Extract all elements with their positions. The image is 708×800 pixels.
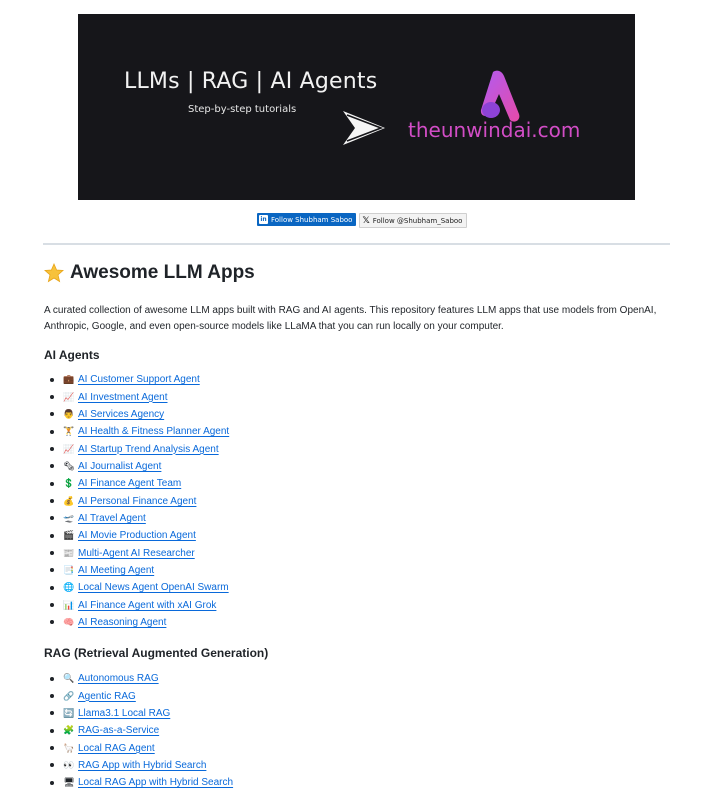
ai-finance-agent-xai-grok-link[interactable]: AI Finance Agent with xAI Grok bbox=[78, 599, 217, 611]
linkedin-badge-label: Follow Shubham Saboo bbox=[271, 215, 353, 224]
bullet bbox=[50, 482, 54, 486]
list-item bbox=[50, 406, 229, 423]
chart-up-icon: 📈 bbox=[63, 391, 75, 402]
list-item bbox=[50, 739, 233, 756]
list-item bbox=[50, 722, 233, 739]
bullet bbox=[50, 499, 54, 503]
header-banner bbox=[78, 14, 635, 200]
banner-subtitle: Step-by-step tutorials bbox=[188, 104, 297, 115]
list-item bbox=[50, 492, 229, 509]
globe-icon: 🌐 bbox=[63, 582, 75, 593]
local-news-agent-openai-swarm-link[interactable]: Local News Agent OpenAI Swarm bbox=[78, 582, 229, 594]
newspaper-icon: 📰 bbox=[63, 547, 75, 558]
list-item bbox=[50, 458, 229, 475]
person-icon: 👨 bbox=[63, 408, 75, 419]
ai-reasoning-agent-link[interactable]: AI Reasoning Agent bbox=[78, 616, 167, 628]
list-item bbox=[50, 562, 229, 579]
linkedin-icon: in bbox=[260, 216, 267, 223]
section-title-rag: RAG (Retrieval Augmented Generation) bbox=[44, 646, 269, 660]
money-bag-icon: 💰 bbox=[63, 495, 75, 506]
list-item bbox=[50, 510, 229, 527]
bullet bbox=[50, 516, 54, 520]
list-item bbox=[50, 596, 229, 613]
bullet bbox=[50, 412, 54, 416]
clapper-board-icon: 🎬 bbox=[63, 530, 75, 541]
x-icon: 𝕏 bbox=[362, 215, 370, 226]
briefcase-icon: 💼 bbox=[63, 374, 75, 385]
page-title-text: Awesome LLM Apps bbox=[70, 262, 255, 283]
page-title bbox=[44, 262, 255, 284]
eyes-icon: 👀 bbox=[63, 759, 75, 770]
banner-title: LLMs | RAG | AI Agents bbox=[124, 69, 378, 94]
weightlifter-icon: 🏋 bbox=[63, 426, 75, 437]
airplane-icon: 🛫 bbox=[63, 512, 75, 523]
link-icon: 🔗 bbox=[63, 690, 75, 701]
bullet bbox=[50, 620, 54, 624]
list-item bbox=[50, 388, 229, 405]
intro-paragraph: A curated collection of awesome LLM apps built with RAG and AI agents. This repository features LLM apps that use models from OpenAI, Anthropic, Google, and even open-source models like LLaMA that you can run locally on your computer. bbox=[44, 305, 657, 332]
local-rag-app-hybrid-search-link[interactable]: Local RAG App with Hybrid Search bbox=[78, 777, 234, 789]
agentic-rag-link[interactable]: Agentic RAG bbox=[78, 690, 136, 702]
bullet bbox=[50, 378, 54, 382]
list-item bbox=[50, 527, 229, 544]
multi-agent-ai-researcher-link[interactable]: Multi-Agent AI Researcher bbox=[78, 547, 195, 559]
bullet bbox=[50, 763, 54, 767]
x-follow-badge[interactable] bbox=[359, 213, 467, 228]
list-item bbox=[50, 579, 229, 596]
ai-health-fitness-planner-agent-link[interactable]: AI Health & Fitness Planner Agent bbox=[78, 426, 230, 438]
list-item bbox=[50, 774, 233, 791]
bullet bbox=[50, 694, 54, 698]
social-badges bbox=[257, 213, 467, 227]
linkedin-follow-badge[interactable] bbox=[257, 213, 356, 226]
bullet bbox=[50, 447, 54, 451]
ai-startup-trend-analysis-agent-link[interactable]: AI Startup Trend Analysis Agent bbox=[78, 443, 219, 455]
bullet bbox=[50, 568, 54, 572]
llama31-local-rag-link[interactable]: Llama3.1 Local RAG bbox=[78, 707, 171, 719]
ai-services-agency-link[interactable]: AI Services Agency bbox=[78, 408, 165, 420]
autonomous-rag-link[interactable]: Autonomous RAG bbox=[78, 673, 159, 685]
bullet bbox=[50, 603, 54, 607]
divider bbox=[43, 243, 670, 245]
bullet bbox=[50, 746, 54, 750]
ai-meeting-agent-link[interactable]: AI Meeting Agent bbox=[78, 564, 155, 576]
newspaper-icon: 🗞 bbox=[63, 460, 75, 471]
glowing-star-icon bbox=[44, 263, 64, 283]
ai-journalist-agent-link[interactable]: AI Journalist Agent bbox=[78, 460, 162, 472]
list-item bbox=[50, 614, 229, 631]
section-title-ai-agents: AI Agents bbox=[44, 348, 100, 362]
list-item bbox=[50, 687, 233, 704]
rag-as-a-service-link[interactable]: RAG-as-a-Service bbox=[78, 725, 160, 737]
list-item bbox=[50, 757, 233, 774]
chart-up-icon: 📈 bbox=[63, 443, 75, 454]
document-icon: 📑 bbox=[63, 564, 75, 575]
arrow-icon bbox=[341, 109, 387, 147]
brain-icon: 🧠 bbox=[63, 616, 75, 627]
bullet bbox=[50, 395, 54, 399]
bullet bbox=[50, 781, 54, 785]
list-item bbox=[50, 670, 233, 687]
bullet bbox=[50, 551, 54, 555]
bar-chart-icon: 📊 bbox=[63, 599, 75, 610]
ai-travel-agent-link[interactable]: AI Travel Agent bbox=[78, 512, 146, 524]
list-item bbox=[50, 475, 229, 492]
magnifier-icon: 🔍 bbox=[63, 673, 75, 684]
x-badge-label: Follow @Shubham_Saboo bbox=[372, 216, 463, 225]
ai-personal-finance-agent-link[interactable]: AI Personal Finance Agent bbox=[78, 495, 197, 507]
bullet bbox=[50, 586, 54, 590]
rag-list bbox=[50, 670, 233, 791]
list-item bbox=[50, 423, 229, 440]
desktop-computer-icon: 🖥 bbox=[63, 777, 75, 788]
bullet bbox=[50, 430, 54, 434]
list-item bbox=[50, 371, 229, 388]
ai-movie-production-agent-link[interactable]: AI Movie Production Agent bbox=[78, 530, 196, 542]
puzzle-icon: 🧩 bbox=[63, 725, 75, 736]
ai-investment-agent-link[interactable]: AI Investment Agent bbox=[78, 391, 168, 403]
bullet bbox=[50, 729, 54, 733]
list-item bbox=[50, 440, 229, 457]
banner-site-link: theunwindai.com bbox=[408, 118, 581, 142]
list-item bbox=[50, 544, 229, 561]
local-rag-agent-link[interactable]: Local RAG Agent bbox=[78, 742, 155, 754]
ai-customer-support-agent-link[interactable]: AI Customer Support Agent bbox=[78, 374, 200, 386]
dollar-icon: 💲 bbox=[63, 478, 75, 489]
unwind-logo-icon bbox=[477, 70, 521, 124]
bullet bbox=[50, 711, 54, 715]
list-item bbox=[50, 705, 233, 722]
llama-icon: 🦙 bbox=[63, 742, 75, 753]
refresh-icon: 🔄 bbox=[63, 707, 75, 718]
bullet bbox=[50, 534, 54, 538]
rag-app-hybrid-search-link[interactable]: RAG App with Hybrid Search bbox=[78, 759, 207, 771]
bullet bbox=[50, 464, 54, 468]
ai-agents-list bbox=[50, 371, 229, 631]
ai-finance-agent-team-link[interactable]: AI Finance Agent Team bbox=[78, 478, 182, 490]
bullet bbox=[50, 677, 54, 681]
